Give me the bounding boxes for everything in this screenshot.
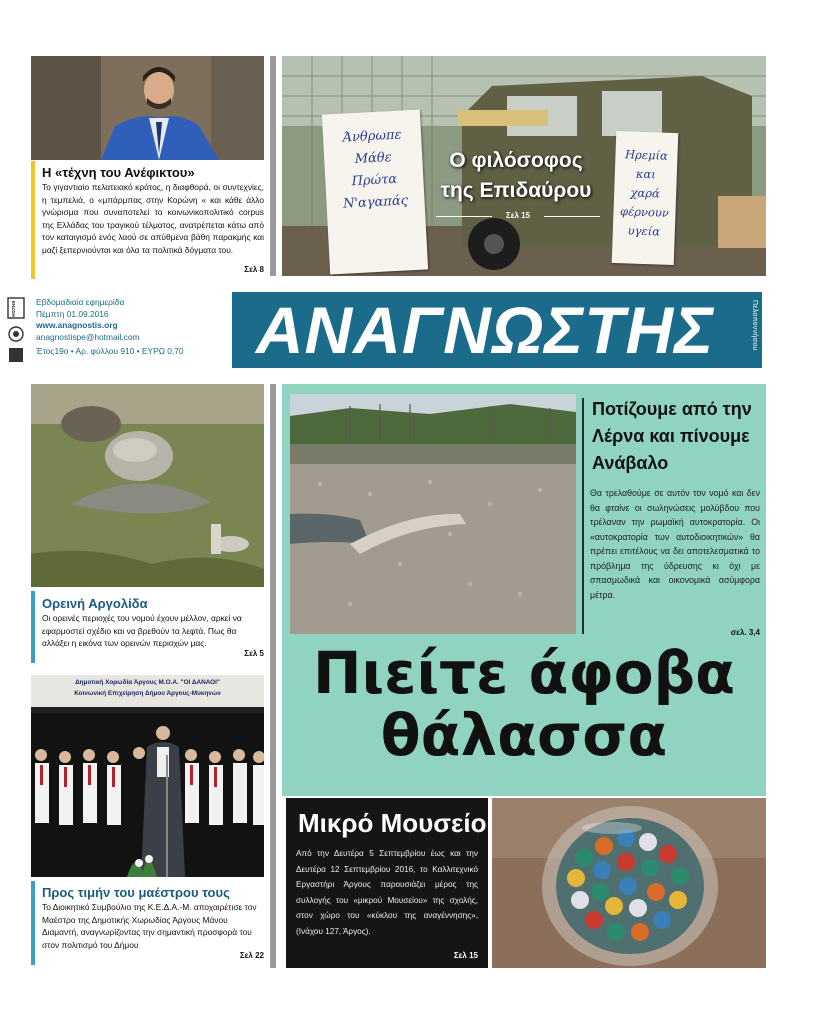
epidavros-title[interactable]	[426, 146, 606, 206]
website-link[interactable]: www.anagnostis.org	[36, 320, 118, 330]
lerna-title[interactable]: Ποτίζουμε από την Λέρνα και πίνουμε Ανάβαλο	[592, 399, 752, 473]
riverbed-illustration	[290, 394, 576, 634]
choir-photo[interactable]	[31, 675, 264, 877]
argolida-page-ref[interactable]: Σελ 5	[244, 649, 264, 658]
main-headline-line-1: Πιείτε άφοβα	[313, 639, 735, 707]
marbles-photo[interactable]	[492, 798, 766, 968]
sign-right-line-1: Ηρεμία	[624, 147, 669, 163]
argolida-body: Οι ορεινές περιοχές του νομού έχουν μέλλον, αρκεί να εφαρμοστεί σχέδιο και να βρεθούν τα λεφτά. Πως θα αλλάξει η εικόνα των ορεινών περιοχών μας.	[42, 613, 242, 649]
lerna-page-ref[interactable]: σελ. 3,4	[730, 628, 760, 637]
anefiktos-title[interactable]: Η «τέχνη του Ανέφικτου»	[42, 165, 195, 180]
sign-left-line-3: Πρώτα	[351, 171, 398, 190]
column-divider-top	[270, 56, 276, 276]
sign-left-line-2: Μάθε	[354, 150, 393, 168]
epidavros-title-line-2: της Επιδαύρου	[440, 179, 592, 202]
lerna-body: Θα τρελαθούμε σε αυτόν τον νομό και δεν θα φταίνε οι σωληνώσεις μολύβδου που τρέλαναν την ρωμαϊκή αυτοκρατορία. Οι «αυτοκρατορία των αυτοδιοικητικών» θα πρέπει επιτέλους να δει αποτελεσματικά το πρόβλημα της ύδρευσης κι όχι με σπασμωδικά και οικονομικά ασύμφορα μέτρα.	[590, 488, 760, 600]
sign-right-line-4: φέρνουν	[619, 204, 670, 220]
paper-type: Εβδομαδιαία εφημερίδα	[36, 297, 125, 307]
museum-title[interactable]: Μικρό Μουσείο	[298, 808, 487, 838]
choir-banner-line-1: Δημοτική Χορωδία Άργους Μ.Ο.Α. "ΟΙ ΔΑΝΑΟΙ"	[75, 679, 220, 686]
epidavros-page-ref[interactable]: Σελ 15	[505, 211, 531, 220]
sign-left-line-4: Ν'αγαπάς	[342, 193, 409, 212]
museum-body: Από την Δευτέρα 5 Σεπτεμβρίου έως και την Δευτέρα 12 Σεπτεμβρίου 2016, το Καλλιτεχνικό Εργαστήρι Άργους παρουσιάζει μέρος της συλλογής του «μικρού Μουσείου» της σχολής, στον χώρο του «κύκλου της αναγέννησης», (Ινάχου 127, Άργος).	[296, 849, 478, 936]
sign-right-line-2: και	[635, 166, 656, 182]
column-divider-bottom	[270, 384, 276, 968]
argolida-accent-bar	[31, 591, 35, 663]
argolida-photo[interactable]	[31, 384, 264, 587]
epidavros-sign-left	[322, 110, 428, 275]
lerna-photo[interactable]	[290, 394, 576, 634]
masthead-info	[36, 297, 184, 358]
glass-bowl-of-marbles-illustration	[492, 798, 766, 968]
masthead-title[interactable]: ΑΝΑΓΝΩΣΤΗΣ	[255, 293, 715, 367]
side-logo	[6, 296, 26, 366]
anefiktos-page-ref[interactable]: Σελ 8	[244, 265, 264, 274]
lerna-divider	[582, 398, 584, 634]
anefiktos-photo	[31, 56, 264, 160]
issue-date: Πέμπτη 01.09.2016	[36, 308, 109, 319]
main-headline[interactable]	[282, 639, 766, 769]
choir-banner	[31, 677, 264, 699]
epidavros-rule-right	[544, 216, 600, 217]
issue-number: Έτος19ο • Αρ. φύλλου 910 • ΕΥΡΩ 0,70	[36, 346, 184, 356]
museum-page-ref[interactable]: Σελ 15	[453, 951, 478, 960]
masthead-region: Πελοποννήσου	[751, 300, 758, 351]
maestro-page-ref[interactable]: Σελ 22	[239, 951, 264, 960]
rocks-landscape-illustration	[31, 384, 264, 587]
maestro-accent-bar	[31, 881, 35, 965]
masthead-banner	[232, 292, 762, 368]
anefiktos-accent-bar	[31, 161, 35, 279]
man-in-suit-illustration	[31, 56, 264, 160]
epidavros-title-line-1: Ο φιλόσοφος	[449, 149, 583, 172]
sign-right-line-3: χαρά	[630, 185, 661, 201]
sign-left-line-1: Άνθρωπε	[342, 127, 402, 146]
email-link[interactable]: anagnostispe@hotmail.com	[36, 331, 140, 342]
choir-concert-illustration	[31, 675, 264, 877]
side-logo-text: ΕΝΩΣΗ	[11, 301, 16, 317]
main-headline-line-2: θάλασσα	[380, 701, 668, 769]
museum-box	[286, 798, 488, 968]
anefiktos-body: Το γιγαντιαίο πελατειακό κράτος, η διαφθορά, οι συντεχνίες, η τεμπελιά, ο «μπάρμπας στην Κορώνη « και κάθε άλλο γνώρισμα που συναποτελεί το κοινωνικοπολιτικό corpus της Ελλάδας του τραγικού τέλματος, ανατρέπεται κάτω από τον καταιγισμό ενός λαού σε απύθμενα βάθη παρακμής και μαζί ξεπερνιούνται και όλα τα πολιτικά δόγματα του.	[42, 182, 264, 255]
argolida-title[interactable]: Ορεινή Αργολίδα	[42, 596, 148, 611]
maestro-title[interactable]: Προς τιμήν του μαέστρου τους	[42, 885, 230, 900]
choir-banner-line-2: Κοινωνική Επιχείρηση Δήμου Άργους-Μυκηνών	[74, 690, 221, 697]
epidavros-sign-right	[612, 131, 679, 265]
sign-right-line-5: υγεία	[627, 223, 661, 239]
maestro-body: Το Διοικητικό Συμβούλιο της Κ.Ε.Δ.Α.-Μ. αποχαιρέτισε τον Μαέστρο της Δημοτικής Χωρωδίας Άργους Μάνου Διαμαντή, αναγνωρίζοντας την σημαντική προσφορά του στον πολιτισμό του Δήμου	[42, 902, 257, 950]
epidavros-rule-left	[436, 216, 492, 217]
press-union-logo-icon	[6, 296, 26, 366]
